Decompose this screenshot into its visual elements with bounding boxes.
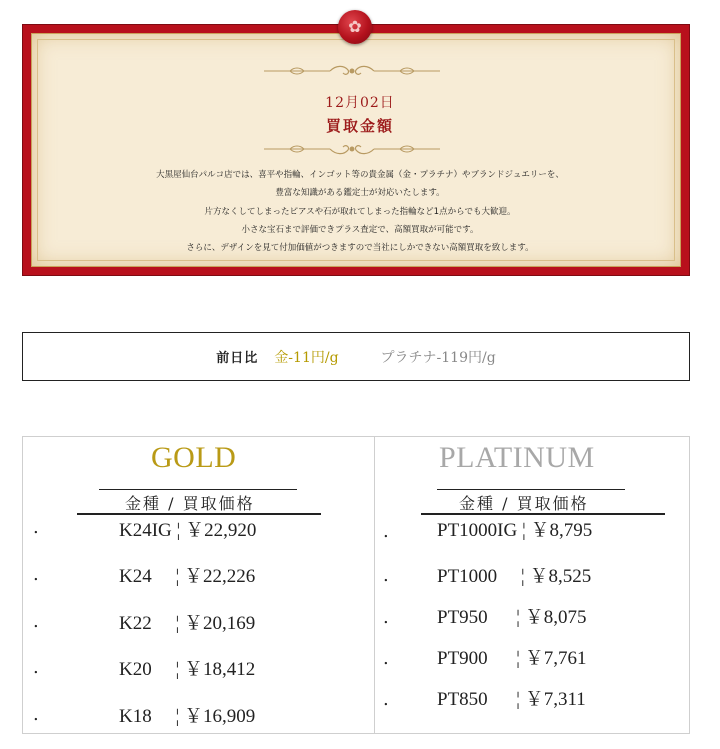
gold-price-change: 金-11円/g — [274, 349, 339, 366]
scroll-ornament-icon — [260, 142, 444, 156]
page-title: 買取金額 — [325, 117, 394, 135]
gold-heading-rule — [99, 489, 297, 490]
price-change-box — [22, 332, 690, 381]
list-bullet: . — [383, 565, 389, 586]
list-bullet: . — [33, 704, 39, 725]
gold-price-row: K22 ¦ ￥20,169 — [119, 613, 256, 634]
platinum-heading-rule — [437, 489, 625, 490]
gold-price-row: K24 ¦ ￥22,226 — [119, 566, 256, 587]
list-bullet: . — [383, 607, 389, 628]
scroll-ornament-icon — [260, 64, 444, 78]
platinum-heading: PLATINUM — [439, 441, 595, 474]
list-bullet: . — [33, 611, 39, 632]
description-line: 豊富な知識がある鑑定士が対応いたします。 — [275, 188, 445, 199]
description-line: 片方なくしてしまったピアスや石が取れてしまった指輪など1点からでも大歓迎。 — [204, 206, 516, 217]
list-bullet: . — [383, 689, 389, 710]
price-table — [22, 436, 690, 734]
list-bullet: . — [383, 521, 389, 542]
description-line: 大黒屋仙台パルコ店では、喜平や指輪、インゴット等の貴金属（金・プラチナ）やブランドジュエリーを、 — [156, 170, 564, 180]
description-line: さらに、デザインを見て付加価値がつきますので当社にしかできない高額買取を致します。 — [186, 243, 534, 254]
gold-price-row: K24IG ¦ ￥22,920 — [119, 520, 257, 541]
list-bullet: . — [383, 648, 389, 669]
price-change-label: 前日比 — [216, 351, 259, 366]
list-bullet: . — [33, 564, 39, 585]
gold-heading: GOLD — [151, 441, 237, 474]
wax-seal-icon: ✿ — [338, 10, 372, 44]
platinum-price-change: プラチナ-119円/g — [380, 349, 496, 366]
list-bullet: . — [33, 517, 39, 538]
platinum-price-row: PT950 ¦ ￥8,075 — [437, 607, 587, 628]
platinum-price-row: PT850 ¦ ￥7,311 — [437, 689, 586, 710]
store-description — [80, 166, 640, 257]
description-line: 小さな宝石まで評価できプラス査定で、高額買取が可能です。 — [241, 224, 479, 235]
platinum-price-row: PT1000 ¦ ￥8,525 — [437, 566, 592, 587]
gold-price-row: K20 ¦ ￥18,412 — [119, 659, 256, 680]
platinum-subheading: 金種 / 買取価格 — [459, 494, 589, 513]
column-divider — [374, 437, 375, 733]
price-date: 12月02日 — [325, 95, 395, 111]
platinum-price-row: PT900 ¦ ￥7,761 — [437, 648, 587, 669]
list-bullet: . — [33, 657, 39, 678]
platinum-price-row: PT1000IG ¦ ￥8,795 — [437, 520, 593, 541]
gold-price-row: K18 ¦ ￥16,909 — [119, 706, 256, 727]
gold-subheading: 金種 / 買取価格 — [125, 494, 255, 513]
